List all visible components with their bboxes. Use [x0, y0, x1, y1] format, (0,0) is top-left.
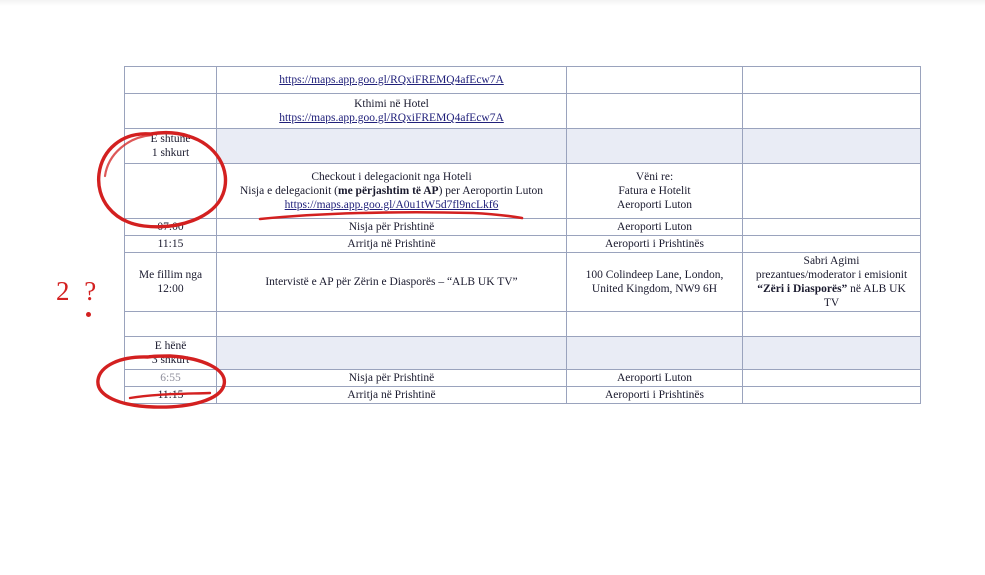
show-channel: në ALB UK — [847, 283, 906, 296]
cell-notes — [743, 219, 921, 236]
time-value: 12:00 — [157, 283, 184, 296]
table-row-date — [125, 337, 921, 370]
table-row — [125, 370, 921, 387]
contact-role: prezantues/moderator i emisionit — [755, 269, 908, 282]
cell-activity — [217, 94, 567, 129]
cell-activity — [217, 312, 567, 337]
cell-activity: Intervistë e AP për Zërin e Diasporës – “ALB UK TV” — [217, 253, 567, 312]
cell-place — [567, 164, 743, 219]
scan-artifact-top — [0, 0, 985, 6]
note-line: Aeroporti Luton — [616, 199, 693, 211]
table-row — [125, 94, 921, 129]
cell-place — [567, 67, 743, 94]
cell-time — [125, 94, 217, 129]
cell-time — [125, 67, 217, 94]
cell-place — [567, 253, 743, 312]
cell-notes — [743, 94, 921, 129]
activity-line: Checkout i delegacionit nga Hoteli — [311, 170, 472, 183]
contact-name: Sabri Agimi — [803, 255, 860, 268]
contact-show — [746, 282, 917, 296]
cell-place: Aeroporti Luton — [567, 370, 743, 387]
cell-notes — [743, 370, 921, 387]
activity-line: Kthimi në Hotel — [354, 97, 429, 110]
date-day: E hënë — [154, 340, 187, 353]
time-prefix: Me fillim nga — [138, 269, 203, 282]
schedule-table — [124, 66, 921, 404]
maps-link[interactable]: https://maps.app.goo.gl/RQxiFREMQ4afEcw7A — [279, 112, 504, 124]
handwritten-question-mark: 2 ? — [56, 276, 101, 306]
table-row — [125, 219, 921, 236]
table-row — [125, 253, 921, 312]
cell-place — [567, 337, 743, 370]
note-line: Vëni re: — [635, 170, 674, 183]
table-row — [125, 387, 921, 404]
cell-date — [125, 337, 217, 370]
cell-activity: Arritja në Prishtinë — [217, 236, 567, 253]
address-line: 100 Colindeep Lane, London, — [585, 269, 724, 282]
maps-link[interactable]: https://maps.app.goo.gl/RQxiFREMQ4afEcw7A — [279, 73, 504, 86]
cell-activity — [217, 337, 567, 370]
cell-notes — [743, 337, 921, 370]
cell-notes — [743, 67, 921, 94]
maps-link[interactable]: https://maps.app.goo.gl/A0u1tW5d7fl9ncLkf6 — [284, 199, 499, 211]
cell-place: Aeroporti i Prishtinës — [567, 236, 743, 253]
activity-text-bold: me përjashtim të AP — [337, 184, 439, 197]
cell-time: 6:55 — [125, 370, 217, 387]
date-day: E shtunë — [150, 132, 191, 145]
cell-activity: Nisja për Prishtinë — [217, 370, 567, 387]
cell-activity: Nisja për Prishtinë — [217, 219, 567, 236]
cell-place — [567, 94, 743, 129]
cell-place: Aeroporti i Prishtinës — [567, 387, 743, 404]
activity-text-pre: Nisja e delegacionit ( — [239, 184, 338, 197]
cell-notes — [743, 312, 921, 337]
show-title: “Zëri i Diasporës” — [757, 283, 848, 296]
date-value: 1 shkurt — [151, 147, 190, 159]
cell-place — [567, 312, 743, 337]
table-row — [125, 164, 921, 219]
cell-activity — [217, 164, 567, 219]
activity-text-post: ) per Aeroportin Luton — [438, 184, 544, 197]
cell-date — [125, 129, 217, 164]
activity-line-2 — [220, 184, 563, 198]
cell-activity — [217, 129, 567, 164]
contact-channel-2: TV — [823, 297, 840, 310]
cell-time — [125, 164, 217, 219]
table-row-date — [125, 129, 921, 164]
cell-place — [567, 129, 743, 164]
address-line: United Kingdom, NW9 6H — [591, 283, 718, 296]
cell-time: 11:15 — [125, 236, 217, 253]
cell-time: 11:15 — [125, 387, 217, 404]
cell-place: Aeroporti Luton — [567, 219, 743, 236]
cell-time: 07:00 — [125, 219, 217, 236]
cell-notes — [743, 387, 921, 404]
cell-notes — [743, 253, 921, 312]
cell-activity: Arritja në Prishtinë — [217, 387, 567, 404]
cell-time — [125, 253, 217, 312]
table-row — [125, 236, 921, 253]
handwritten-dot — [86, 312, 91, 317]
cell-notes — [743, 164, 921, 219]
table-row-empty — [125, 312, 921, 337]
table-row — [125, 67, 921, 94]
cell-notes — [743, 236, 921, 253]
date-value: 3 shkurt — [151, 354, 190, 367]
cell-notes — [743, 129, 921, 164]
cell-activity — [217, 67, 567, 94]
cell-time — [125, 312, 217, 337]
note-line: Fatura e Hotelit — [618, 184, 691, 197]
